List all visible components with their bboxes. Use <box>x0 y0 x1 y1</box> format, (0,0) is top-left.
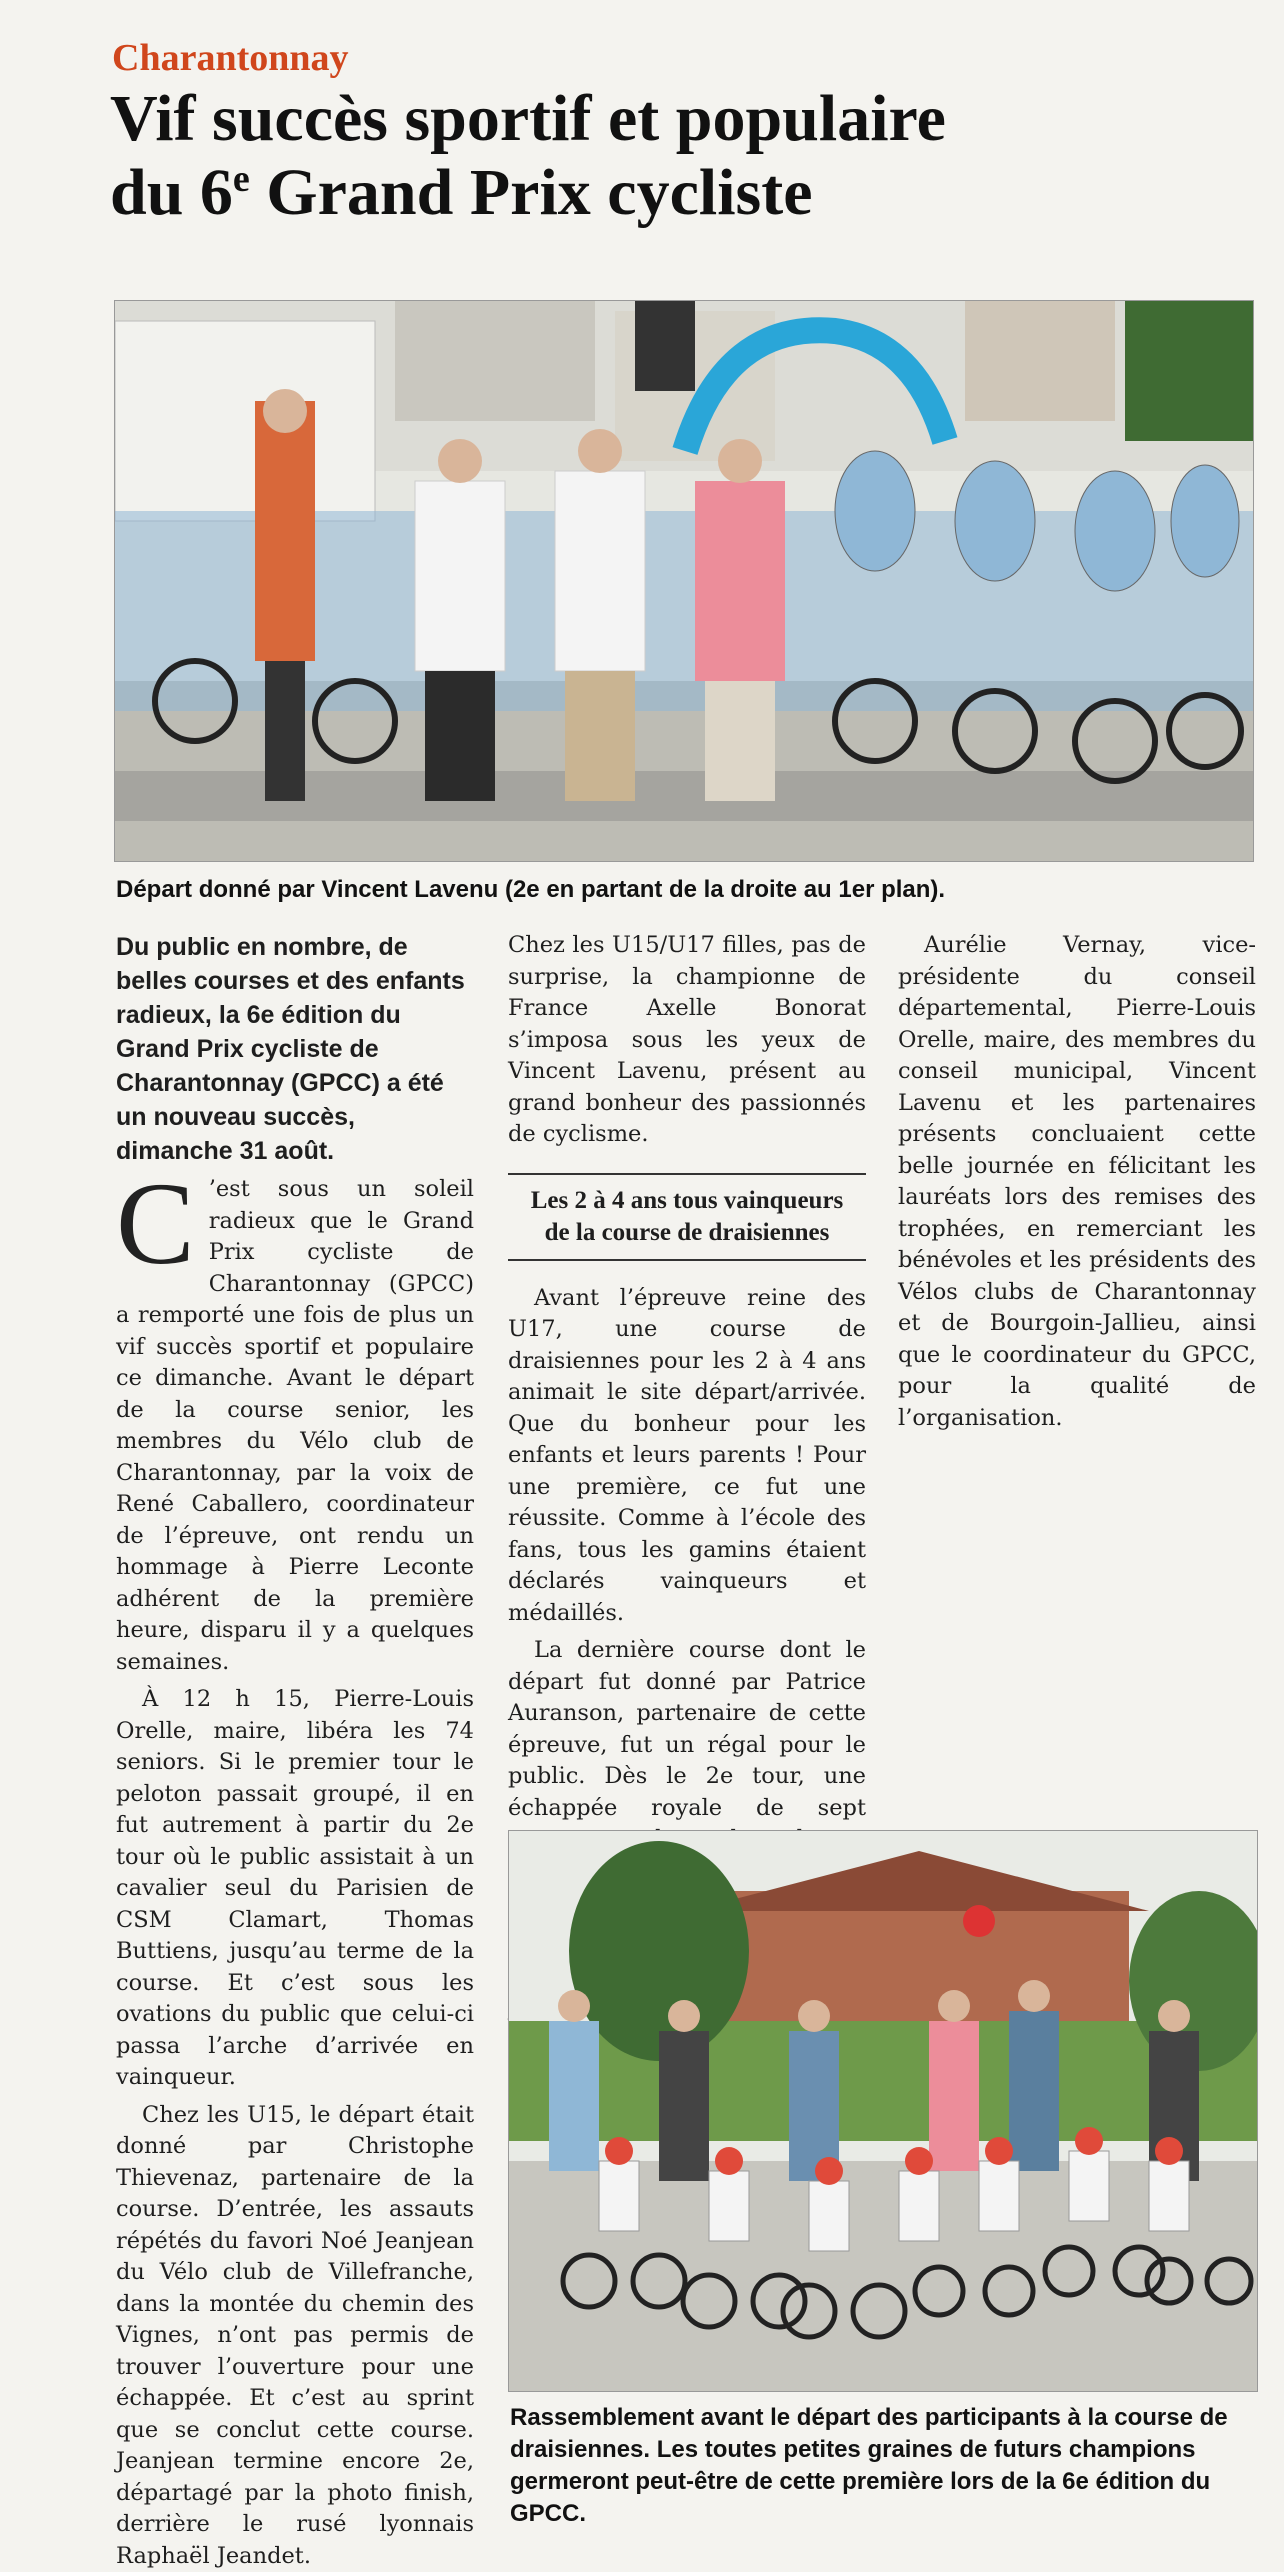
photo-race-start-caption: Départ donné par Vincent Lavenu (2e en partant de la droite au 1er plan). <box>116 874 1252 906</box>
race-start-illustration <box>115 301 1253 861</box>
photo-race-start <box>114 300 1254 862</box>
headline-line-2: du 6 <box>110 156 233 229</box>
paragraph-1-text: ’est sous un soleil radieux que le Grand Prix cycliste de Charantonnay (GPCC) a remporté une fois de plus un vif succès sportif et populaire ce dimanche. Avant le départ de la course senior, les membres du Vélo club de Charantonnay, par la voix de René Caballero, coordinateur de l’épreuve, ont rendu un hommage à Pierre Leconte adhérent de la première heure, disparu il y a quelques semaines. <box>116 1176 474 1675</box>
paragraph-7: Aurélie Vernay, vice-présidente du conseil départemental, Pierre-Louis Orelle, maire, des membres du conseil municipal, Vincent Lavenu et les partenaires présents concluaient cette belle journée en félicitant les lauréats lors des remises des trophées, en remerciant les bénévoles et les présidents des Vélos clubs de Charantonnay et de Bourgoin-Jallieu, ainsi que le coordinateur du GPCC, pour la qualité de l’organisation. <box>898 930 1256 1434</box>
intertitle: Les 2 à 4 ans tous vainqueurs de la course de draisiennes <box>508 1173 866 1261</box>
headline-line-1: Vif succès sportif et populaire <box>110 82 946 155</box>
paragraph-2: À 12 h 15, Pierre-Louis Orelle, maire, libéra les 74 seniors. Si le premier tour le peloton passait groupé, il en fut autrement à partir du 2e tour où le public assistait à un cavalier seul du Parisien de CSM Clamart, Thomas Buttiens, jusqu’au terme de la course. Et c’est sous les ovations du public que celui-ci passa l’arche d’arrivée en vainqueur. <box>116 1684 474 2094</box>
headline-line-2-end: Grand Prix cycliste <box>250 156 813 229</box>
balance-bikes-illustration <box>509 1831 1257 2391</box>
headline <box>110 82 1190 230</box>
paragraph-6: La dernière course dont le départ fut donné par Patrice Auranson, partenaire de cette épreuve, fut un régal pour le public. Dès le 2e tour, une échappée royale de sept <box>508 1635 866 2234</box>
photo-balance-bikes <box>508 1830 1258 2392</box>
drop-cap: C <box>116 1178 195 1270</box>
article-lead: Du public en nombre, de belles courses et des enfants radieux, la 6e édition du Grand Prix cycliste de Charantonnay (GPCC) a été un nouveau succès, dimanche 31 août. <box>116 930 474 1168</box>
section-kicker: Charantonnay <box>112 36 349 80</box>
column-1 <box>116 930 474 2572</box>
paragraph-1 <box>116 1174 474 1678</box>
paragraph-5: Avant l’épreuve reine des U17, une course de draisiennes pour les 2 à 4 ans animait le site départ/arrivée. Que du bonheur pour les enfants et leurs parents ! Pour une première, ce fut une réussite. Comme à l’école des fans, tous les gamins étaient déclarés vainqueurs et médaillés. <box>508 1283 866 1630</box>
paragraph-4: Chez les U15/U17 filles, pas de surprise, la championne de France Axelle Bonorat s’imposa sous les yeux de Vincent Lavenu, présent au grand bonheur des passionnés de cyclisme. <box>508 930 866 1151</box>
column-3 <box>898 930 1256 1434</box>
paragraph-3: Chez les U15, le départ était donné par Christophe Thievenaz, partenaire de la course. D’entrée, les assauts répétés du favori Noé Jeanjean du Vélo club de Villefranche, dans la montée du chemin des Vignes, n’ont pas permis de trouver l’ouverture pour une échappée. Et c’est au sprint que se conclut cette course. Jeanjean termine encore 2e, départagé par la photo finish, derrière le rusé lyonnais Raphaël Jeandet. <box>116 2100 474 2572</box>
headline-superscript: e <box>233 158 250 200</box>
photo-balance-bikes-caption: Rassemblement avant le départ des participants à la course de draisiennes. Les toutes petites graines de futurs champions germeront peut-être de cette première lors de la 6e édition du GPCC. <box>510 2402 1256 2530</box>
